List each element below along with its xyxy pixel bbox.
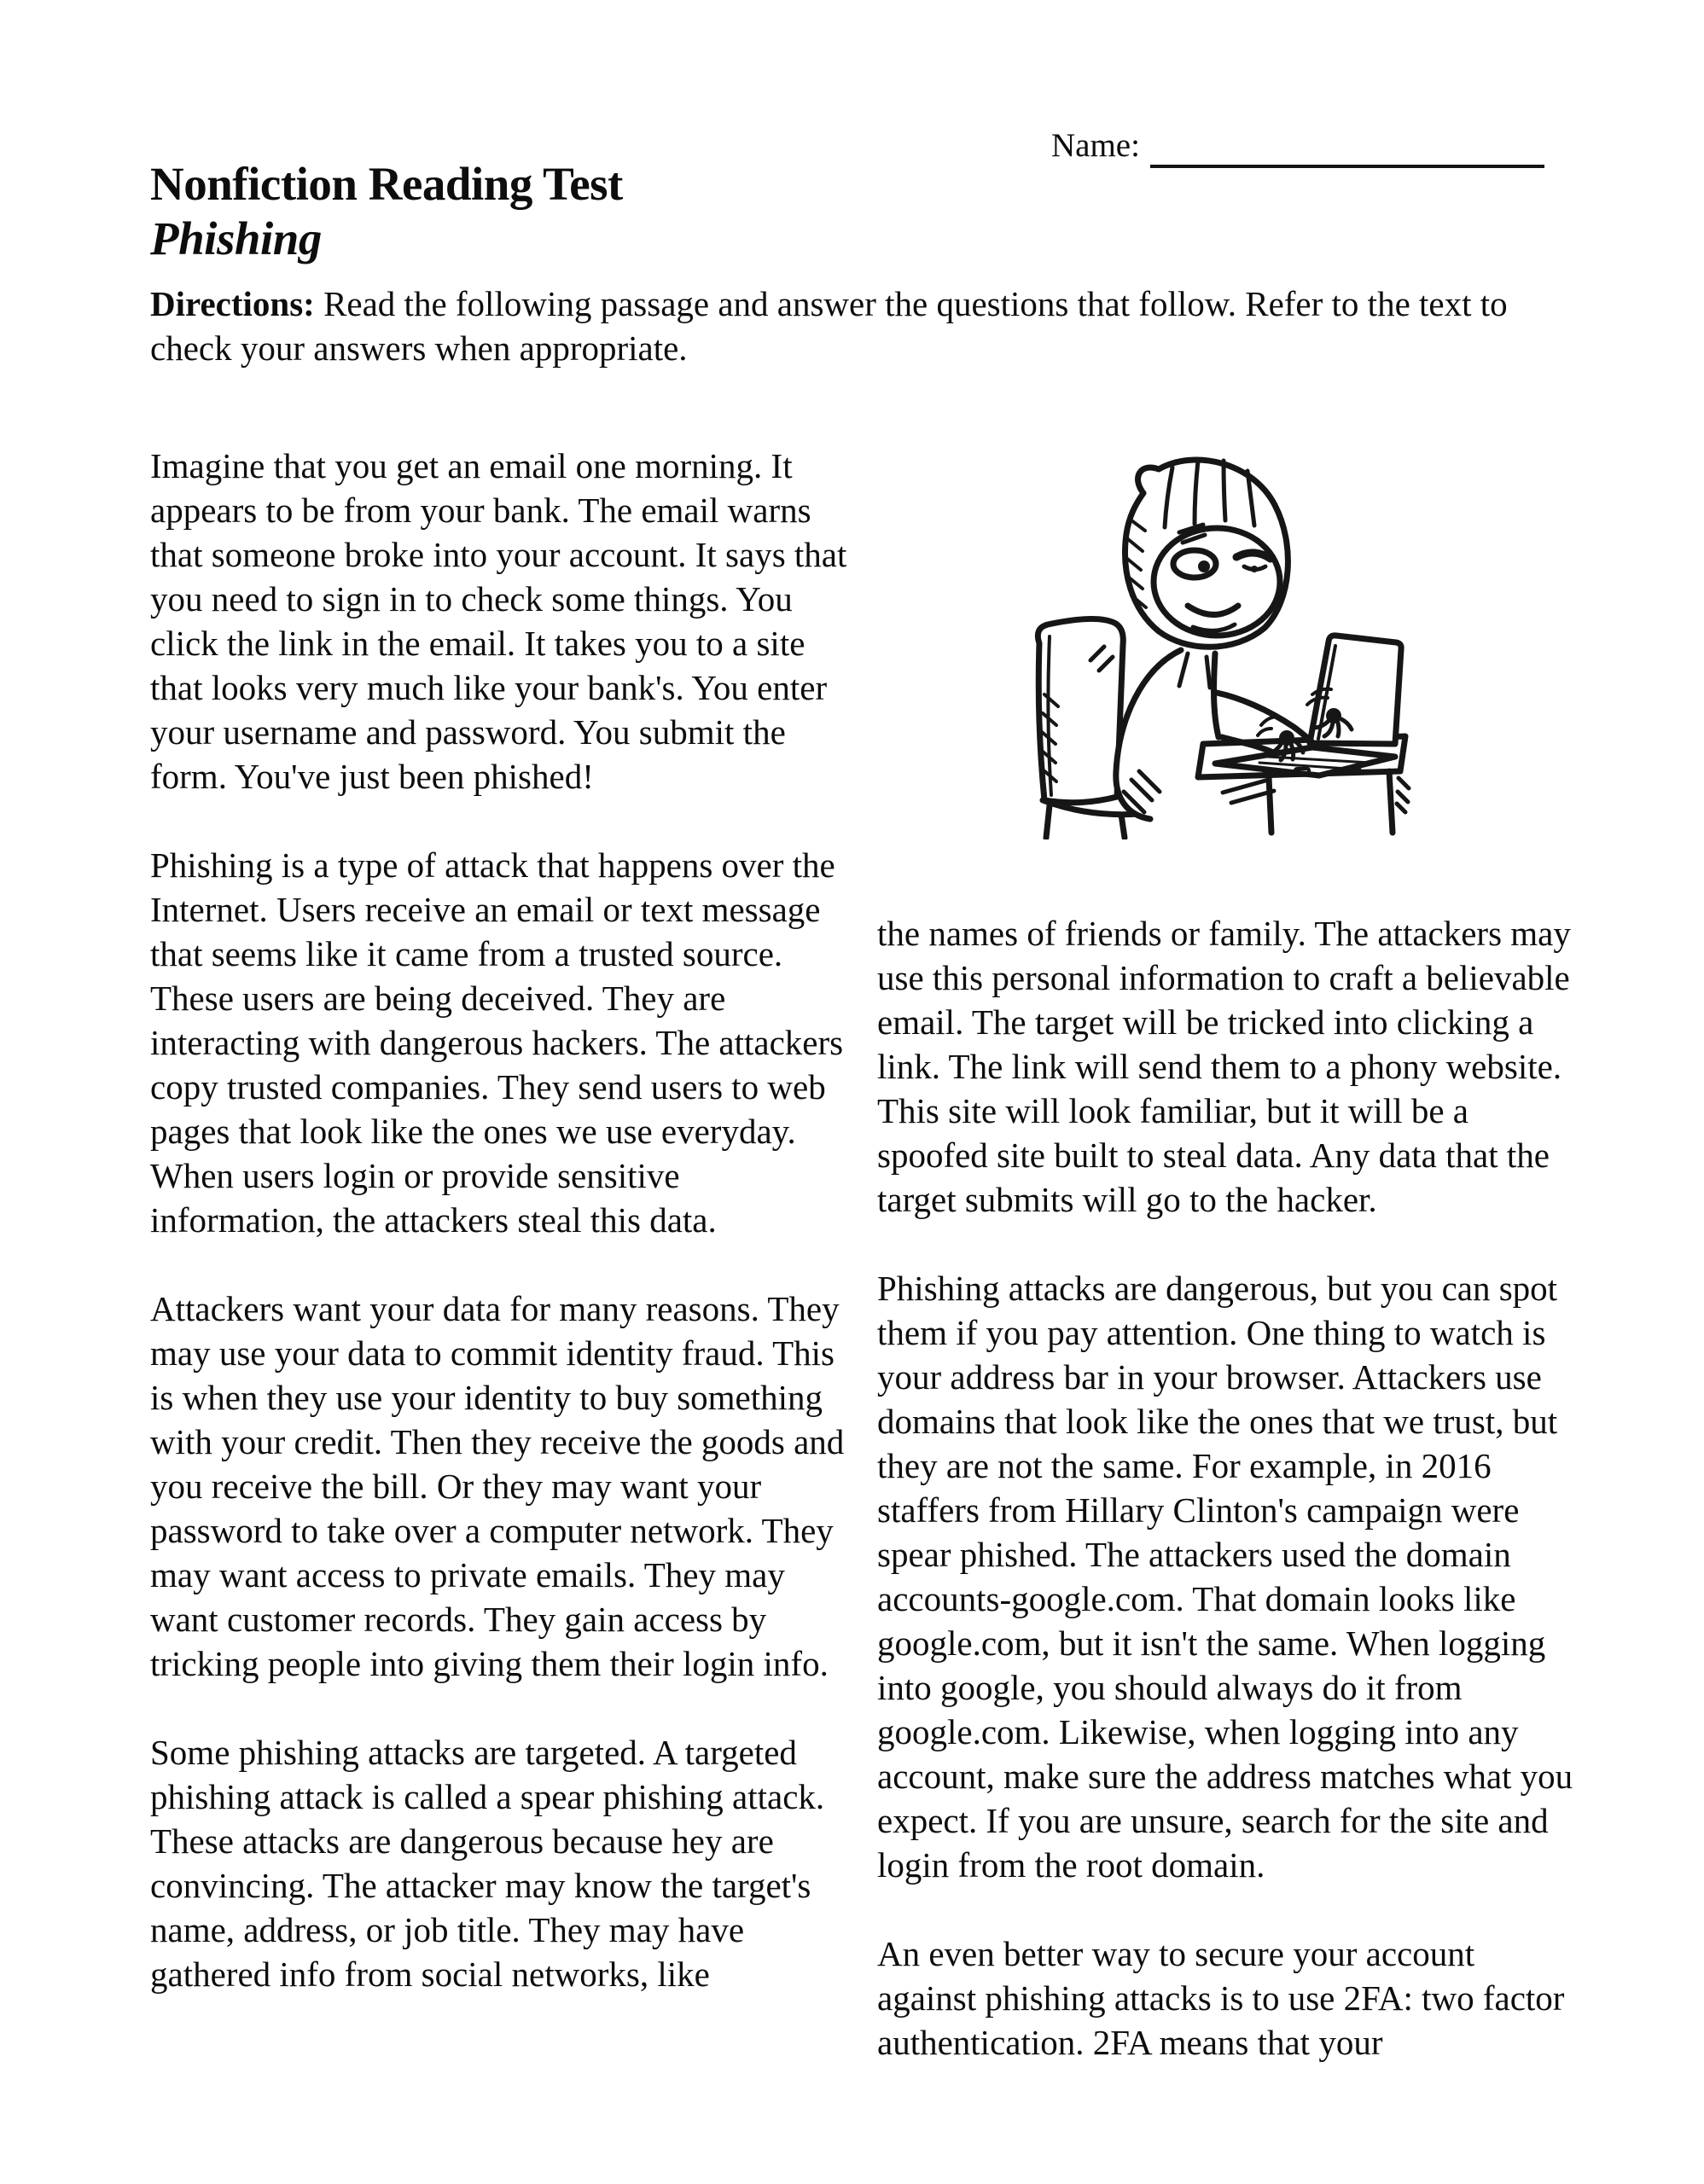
passage-paragraph: Imagine that you get an email one morning. It appears to be from your bank. The email warns that someone broke into your account. It says that you need to sign in to check some things. You click the link in the email. It takes you to a site that looks very much like your bank's. You enter your username and password. You submit the form. You've just been phished!	[150, 446, 847, 796]
directions-text: Read the following passage and answer the questions that follow. Refer to the text to check your answers when appropriate.	[150, 284, 1508, 368]
page-title: Nonfiction Reading Test	[150, 158, 623, 210]
directions-label: Directions:	[150, 284, 315, 323]
passage-right-column	[877, 444, 1577, 2109]
passage-paragraph: Attackers want your data for many reasons. They may use your data to commit identity fraud. This is when they use your identity to buy something with your credit. Then they receive the goods and you receive the bill. Or they may want your password to take over a computer network. They may want access to private emails. They may want customer records. They gain access by tricking people into giving them their login info.	[150, 1289, 845, 1683]
passage-paragraph: An even better way to secure your account against phishing attacks is to use 2FA: two factor authentication. 2FA means that your	[877, 1934, 1565, 2062]
passage-left-column	[150, 444, 850, 2041]
passage-paragraph: Phishing is a type of attack that happens over the Internet. Users receive an email or text message that seems like it came from a trusted source. These users are being deceived. They are interacting with dangerous hackers. The attackers copy trusted companies. They send users to web pages that look like the ones we use everyday. When users login or provide sensitive information, the attackers steal this data.	[150, 845, 844, 1240]
name-blank-line	[1150, 165, 1544, 168]
hacker-at-laptop-drawing	[1012, 439, 1413, 839]
hacker-illustration	[877, 444, 1577, 851]
name-label: Name:	[1051, 127, 1140, 164]
page-subtitle: Phishing	[150, 212, 322, 264]
passage-paragraph: Phishing attacks are dangerous, but you can spot them if you pay attention. One thing to watch is your address bar in your browser. Attackers use domains that look like the ones that we trust, but they are not the same. For example, in 2016 staffers from Hillary Clinton's campaign were spear phished. The attackers used the domain accounts-google.com. That domain looks like google.com, but it isn't the same. When logging into google, you should always do it from google.com. Likewise, when logging into any account, make sure the address matches what you expect. If you are unsure, search for the site and login from the root domain.	[877, 1269, 1573, 1885]
directions	[150, 282, 1532, 370]
passage-paragraph: the names of friends or family. The attackers may use this personal information to craft a believable email. The target will be tricked into clicking a link. The link will send them to a phony website. This site will look familiar, but it will be a spoofed site built to steal data. Any data that the target submits will go to the hacker.	[877, 914, 1571, 1219]
name-field	[1051, 126, 1544, 165]
passage-paragraph: Some phishing attacks are targeted. A targeted phishing attack is called a spear phishing attack. These attacks are dangerous because hey are convincing. The attacker may know the target's name, address, or job title. They may have gathered info from social networks, like	[150, 1733, 825, 1994]
